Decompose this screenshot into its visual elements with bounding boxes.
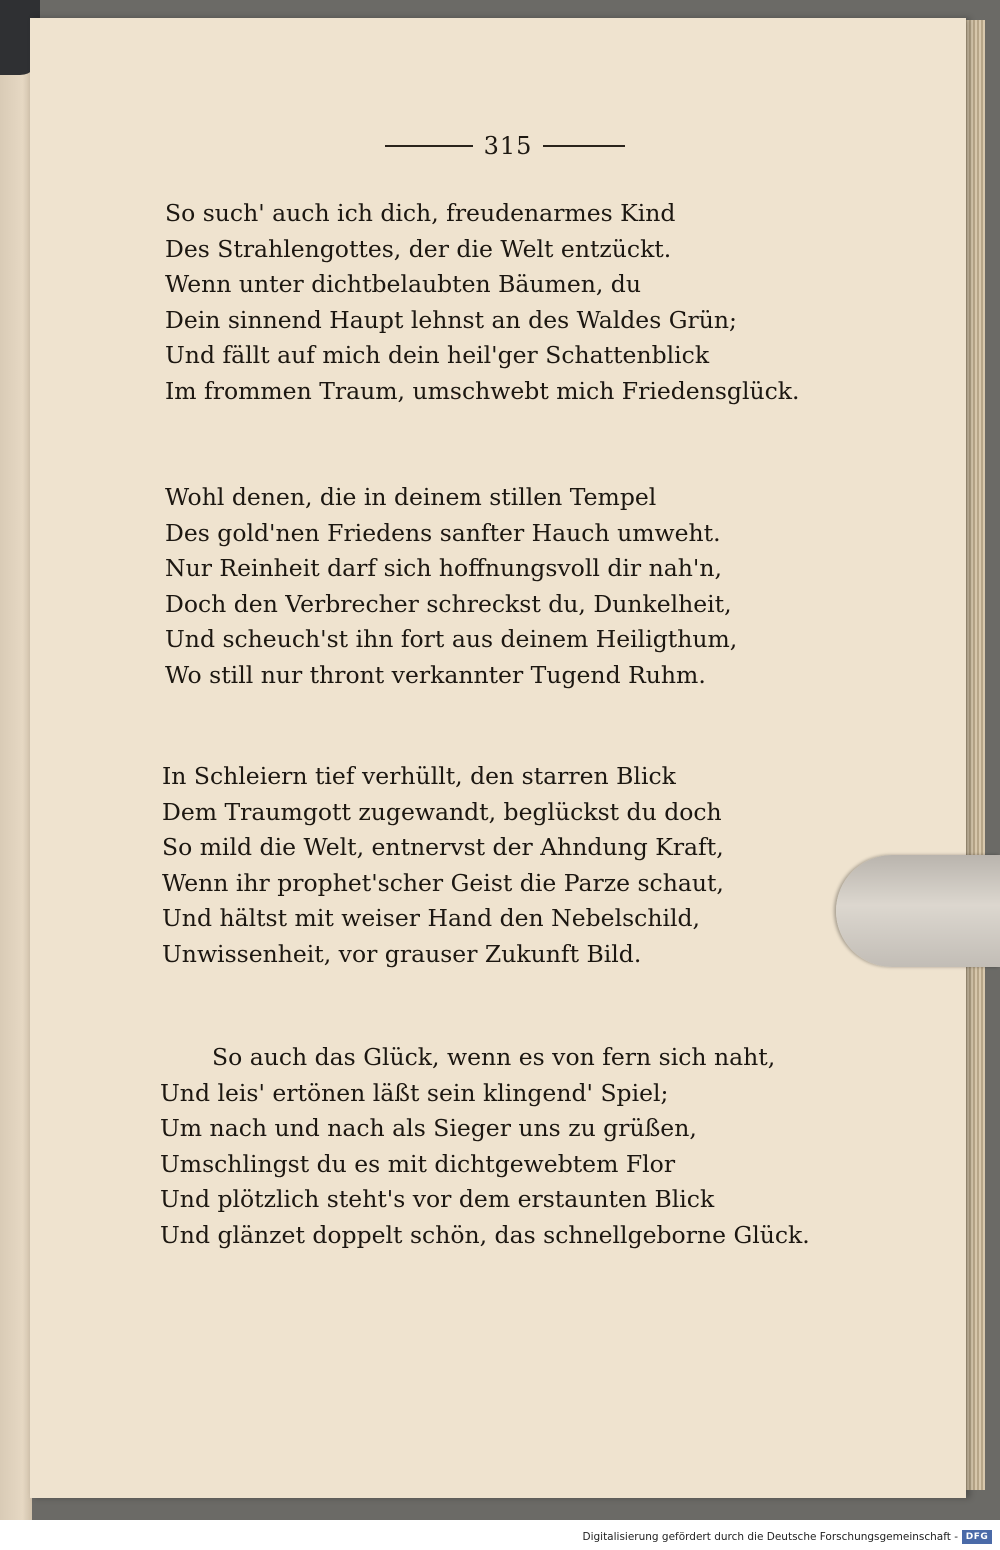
- verse-line: Und leis' ertönen läßt sein klingend' Spiel;: [160, 1078, 669, 1107]
- verse-line: Und scheuch'st ihn fort aus deinem Heiligthum,: [165, 625, 738, 653]
- verse-line: Wo still nur thront verkannter Tugend Ruhm.: [165, 660, 706, 689]
- verse-line: So mild die Welt, entnervst der Ahndung Kraft,: [162, 833, 724, 861]
- verse-line: Dein sinnend Haupt lehnst an des Waldes Grün;: [165, 305, 737, 334]
- header-rule-left: [385, 145, 473, 147]
- header-rule-right: [543, 145, 625, 147]
- dfg-logo: DFG: [962, 1530, 992, 1544]
- stanza-1: [165, 196, 799, 409]
- verse-line: Nur Reinheit darf sich hoffnungsvoll dir nah'n,: [165, 554, 722, 582]
- verse-line: In Schleiern tief verhüllt, den starren Blick: [162, 762, 676, 790]
- stanza-4: [160, 1040, 810, 1253]
- verse-line: Umschlingst du es mit dichtgewebtem Flor: [160, 1149, 676, 1178]
- verse-line: Wenn unter dichtbelaubten Bäumen, du: [165, 270, 641, 298]
- digitization-credit: Digitalisierung gefördert durch die Deutsche Forschungsgemeinschaft -: [582, 1531, 958, 1543]
- verse-line: Und fällt auf mich dein heil'ger Schattenblick: [165, 341, 710, 369]
- verse-line: Wenn ihr prophet'scher Geist die Parze schaut,: [162, 868, 724, 897]
- page-number: 315: [483, 132, 533, 160]
- verse-line: Um nach und nach als Sieger uns zu grüßen,: [160, 1114, 697, 1142]
- verse-line: Dem Traumgott zugewandt, beglückst du doch: [162, 797, 722, 826]
- verse-line: Des gold'nen Friedens sanfter Hauch umweht.: [165, 518, 721, 547]
- verse-line: Und hältst mit weiser Hand den Nebelschild,: [162, 904, 700, 932]
- verse-line: Und plötzlich steht's vor dem erstaunten Blick: [160, 1185, 715, 1213]
- stanza-3: [162, 759, 724, 972]
- verse-line: Doch den Verbrecher schreckst du, Dunkelheit,: [165, 589, 732, 618]
- verse-line: Des Strahlengottes, der die Welt entzückt.: [165, 234, 672, 263]
- verse-line: So auch das Glück, wenn es von fern sich naht,: [212, 1043, 776, 1071]
- verse-line: Unwissenheit, vor grauser Zukunft Bild.: [162, 939, 642, 968]
- verse-line: Wohl denen, die in deinem stillen Tempel: [165, 483, 657, 511]
- verse-line: Und glänzet doppelt schön, das schnellgeborne Glück.: [160, 1220, 810, 1249]
- page-header: [385, 128, 625, 164]
- facing-page-edge: [0, 20, 32, 1520]
- page-clip: [836, 855, 1000, 967]
- verse-line: So such' auch ich dich, freudenarmes Kind: [165, 199, 676, 227]
- stanza-2: [165, 480, 737, 693]
- verse-line: Im frommen Traum, umschwebt mich Friedensglück.: [165, 376, 800, 405]
